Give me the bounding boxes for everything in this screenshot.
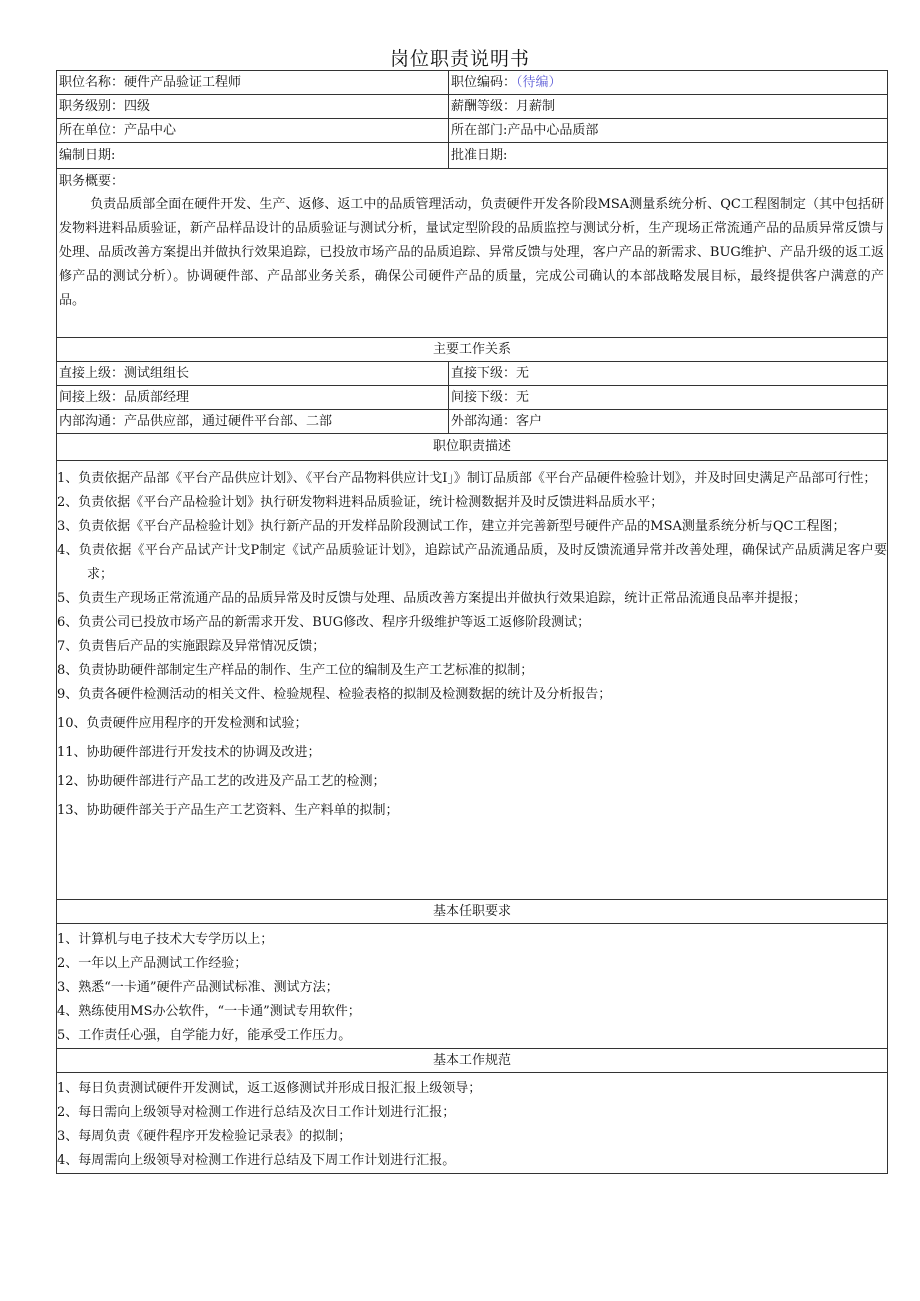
requirements-header-row xyxy=(57,900,888,924)
overview-text: 负责品质部全面在硬件开发、生产、返修、返工中的品质管理活动，负责硬件开发各阶段MSA测量系统分析、QC工程图制定（其中包括研发物料进料品质验证，新产品样品设计的品质验证与测试分析，量试定型阶段的品质监控与测试分析，生产现场正常流通产品的品质异常反馈与处理、品质改善方案提出并做执行效果追踪，已投放市场产品的品质追踪、异常反馈与处理，客户产品的新需求、BUG维护、产品升级的返工返修产品的测试分析）。协调硬件部、产品部业务关系，确保公司硬件产品的质量，完成公司确认的本部战略发展目标，最终提供客户满意的产品。 xyxy=(59,197,884,308)
compile-date: 编制日期: xyxy=(57,143,449,169)
external-communication: 外部沟通：客户 xyxy=(449,410,888,434)
responsibility-item: 2、负责依据《平台产品检验计划》执行研发物料进料品质验证，统计检测数据并及时反馈进料品质水平； xyxy=(57,495,664,510)
responsibility-item: 9、负责各硬件检测活动的相关文件、检验规程、检验表格的拟制及检测数据的统计及分析报告； xyxy=(57,687,612,702)
responsibilities-header-row xyxy=(57,434,888,461)
responsibility-item: 8、负责协助硬件部制定生产样品的制作、生产工位的编制及生产工艺标准的拟制； xyxy=(57,663,534,678)
requirements-row xyxy=(57,924,888,1049)
responsibility-item: 6、负责公司已投放市场产品的新需求开发、BUG修改、程序升级维护等返工返修阶段测试； xyxy=(57,615,591,630)
info-row-2 xyxy=(57,95,888,119)
relations-header: 主要工作关系 xyxy=(57,338,888,362)
position-code-value: （待编） xyxy=(516,75,562,90)
norms-row xyxy=(57,1073,888,1174)
norms-list xyxy=(57,1073,888,1174)
responsibility-item: 12、协助硬件部进行产品工艺的改进及产品工艺的检测； xyxy=(57,774,386,789)
relations-row-3 xyxy=(57,410,888,434)
job-description-table xyxy=(56,70,888,1174)
responsibility-item: 3、负责依据《平台产品检验计划》执行新产品的开发样品阶段测试工作，建立并完善新型号硬件产品的MSA测量系统分析与QC工程图； xyxy=(57,519,846,534)
responsibility-item: 11、协助硬件部进行开发技术的协调及改进； xyxy=(57,745,321,760)
norms-header-row xyxy=(57,1049,888,1073)
responsibility-item: 10、负责硬件应用程序的开发检测和试验； xyxy=(57,716,308,731)
internal-communication: 内部沟通：产品供应部，通过硬件平台部、二部 xyxy=(57,410,449,434)
position-name: 职位名称：硬件产品验证工程师 xyxy=(57,71,449,95)
job-grade: 职务级别：四级 xyxy=(57,95,449,119)
direct-superior: 直接上级：测试组组长 xyxy=(57,362,449,386)
indirect-superior: 间接上级：品质部经理 xyxy=(57,386,449,410)
responsibilities-list xyxy=(57,461,888,900)
requirements-list xyxy=(57,924,888,1049)
responsibility-item: 4、负责依据《平台产品试产计戈P制定《试产品质验证计划》，追踪试产品流通品质，及时反馈流通异常并改善处理，确保试产品质满足客户要求； xyxy=(57,543,887,582)
requirement-item: 3、熟悉“一卡通”硬件产品测试标准、测试方法； xyxy=(57,980,339,995)
responsibilities-header: 职位职责描述 xyxy=(57,434,888,461)
relations-row-1 xyxy=(57,362,888,386)
info-row-1 xyxy=(57,71,888,95)
norm-item: 3、每周负责《硬件程序开发检验记录表》的拟制； xyxy=(57,1129,352,1144)
requirement-item: 4、熟练使用MS办公软件，“一卡通”测试专用软件； xyxy=(57,1004,361,1019)
responsibility-item: 7、负责售后产品的实施跟踪及异常情况反馈； xyxy=(57,639,326,654)
norms-header: 基本工作规范 xyxy=(57,1049,888,1073)
department: 所在部门:产品中心品质部 xyxy=(449,119,888,143)
overview-cell xyxy=(57,169,888,338)
approve-date: 批准日期: xyxy=(449,143,888,169)
indirect-subordinate: 间接下级：无 xyxy=(449,386,888,410)
norm-item: 2、每日需向上级领导对检测工作进行总结及次日工作计划进行汇报； xyxy=(57,1105,456,1120)
norm-item: 4、每周需向上级领导对检测工作进行总结及下周工作计划进行汇报。 xyxy=(57,1153,456,1168)
document-title: 岗位职责说明书 xyxy=(389,48,530,70)
requirement-item: 5、工作责任心强，自学能力好，能承受工作压力。 xyxy=(57,1028,352,1043)
salary-grade: 薪酬等级：月薪制 xyxy=(449,95,888,119)
requirement-item: 1、计算机与电子技术大专学历以上； xyxy=(57,932,274,947)
requirements-header: 基本任职要求 xyxy=(57,900,888,924)
requirement-item: 2、一年以上产品测试工作经验； xyxy=(57,956,248,971)
direct-subordinate: 直接下级：无 xyxy=(449,362,888,386)
responsibility-item: 13、协助硬件部关于产品生产工艺资料、生产料单的拟制； xyxy=(57,803,399,818)
position-code-label: 职位编码： xyxy=(451,75,517,90)
relations-row-2 xyxy=(57,386,888,410)
responsibility-item: 1、负责依据产品部《平台产品供应计划》、《平台产品物料供应计戈I」》制订品质部《平台产品硬件检验计划》，并及时回史满足产品部可行性； xyxy=(57,471,877,486)
info-row-3 xyxy=(57,119,888,143)
overview-row xyxy=(57,169,888,338)
responsibilities-row xyxy=(57,461,888,900)
overview-label: 职务概要： xyxy=(59,174,125,189)
position-code xyxy=(449,71,888,95)
info-row-4 xyxy=(57,143,888,169)
norm-item: 1、每日负责测试硬件开发测试，返工返修测试并形成日报汇报上级领导； xyxy=(57,1081,482,1096)
unit: 所在单位：产品中心 xyxy=(57,119,449,143)
responsibility-item: 5、负责生产现场正常流通产品的品质异常及时反馈与处理、品质改善方案提出并做执行效果追踪，统计正常品流通良品率并提报； xyxy=(57,591,807,606)
relations-header-row xyxy=(57,338,888,362)
